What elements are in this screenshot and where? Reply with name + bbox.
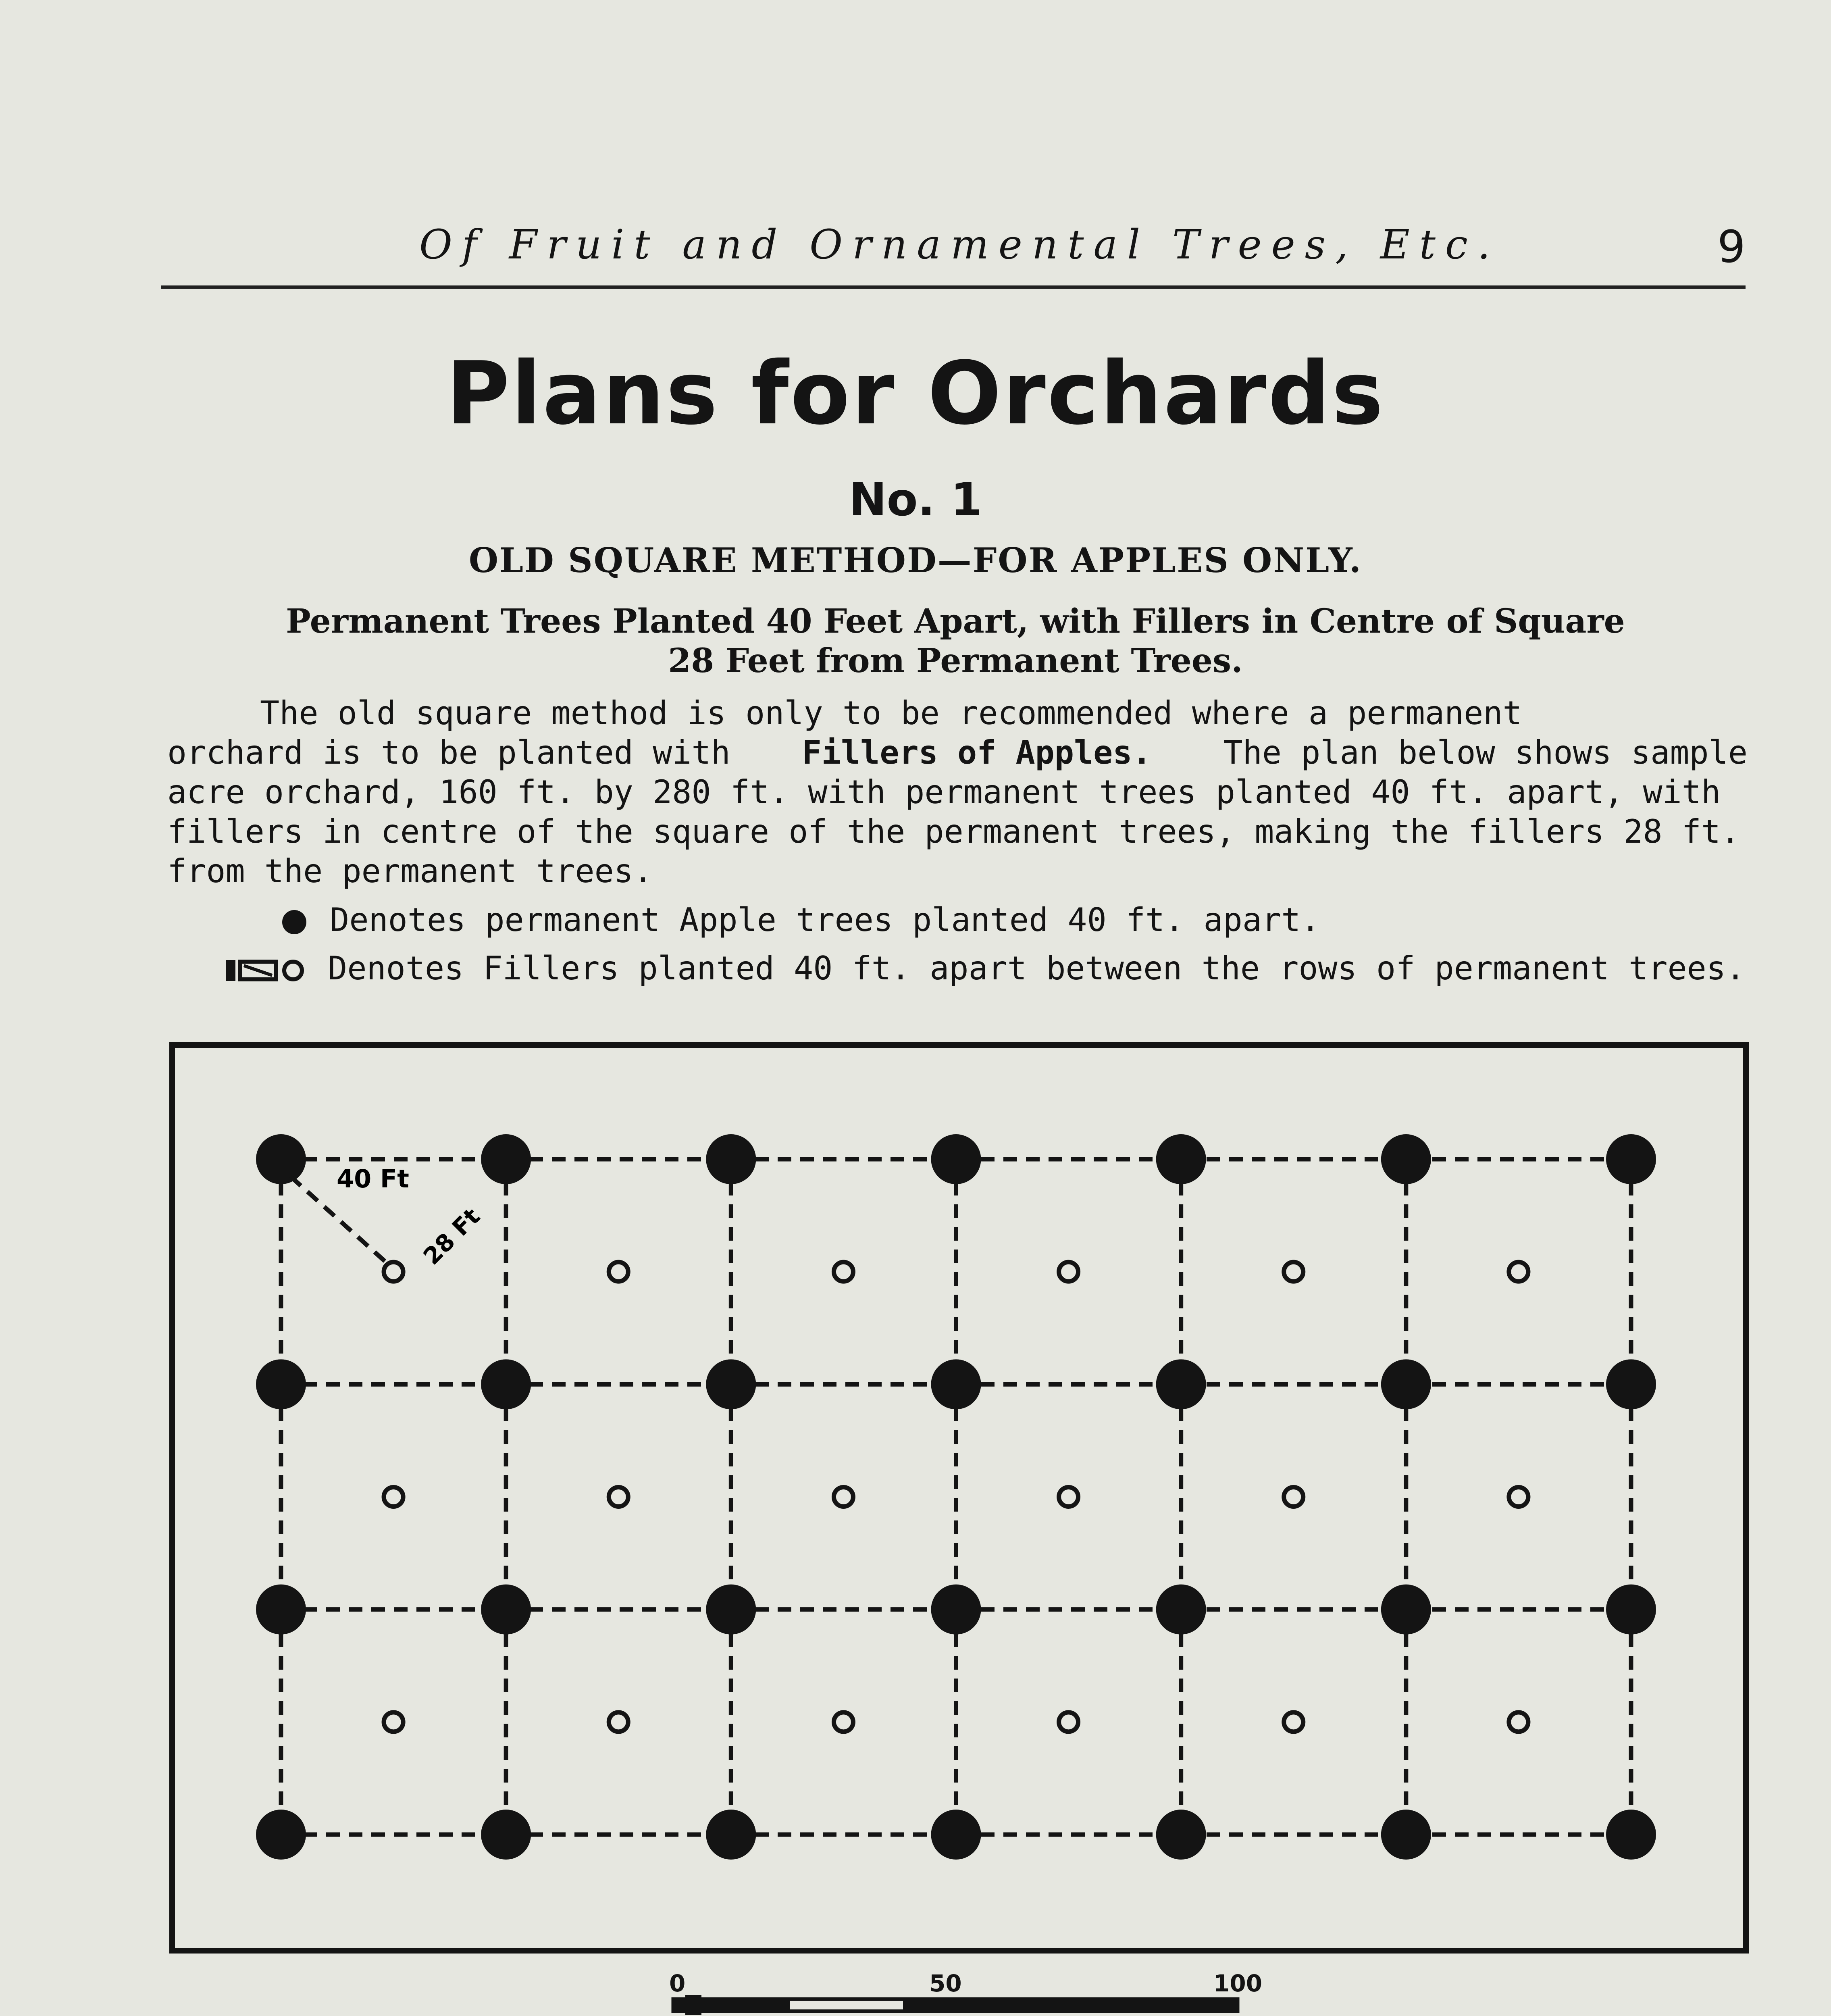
- filler-tree-circle: [1059, 1262, 1078, 1281]
- filler-tree-circle: [834, 1712, 853, 1732]
- permanent-tree-dot: [481, 1810, 531, 1860]
- section-1-number: No. 1: [849, 474, 982, 526]
- filler-tree-circle: [1284, 1712, 1303, 1732]
- permanent-tree-dot: [1606, 1134, 1656, 1184]
- scale-bar: [673, 1995, 1238, 2015]
- permanent-tree-dot: [256, 1359, 306, 1409]
- filler-tree-circle: [1059, 1712, 1078, 1732]
- filler-tree-circle: [609, 1712, 628, 1732]
- permanent-tree-dot: [1381, 1810, 1431, 1860]
- filler-tree-circle: [1284, 1262, 1303, 1281]
- permanent-tree-dot: [706, 1359, 756, 1409]
- permanent-tree-dot: [1156, 1359, 1206, 1409]
- filler-tree-circle: [609, 1262, 628, 1281]
- permanent-tree-dot: [481, 1134, 531, 1184]
- permanent-tree-dot: [256, 1134, 306, 1184]
- filler-tree-circle: [1284, 1487, 1303, 1507]
- section-1-subtitle: OLD SQUARE METHOD—FOR APPLES ONLY.: [468, 540, 1363, 580]
- label-28ft: 28 Ft: [418, 1202, 485, 1270]
- permanent-tree-dot: [931, 1585, 981, 1635]
- permanent-tree-dot: [1381, 1134, 1431, 1184]
- permanent-tree-dot: [931, 1134, 981, 1184]
- scale-tick-0: 0: [669, 1970, 686, 1997]
- permanent-tree-dot: [1381, 1585, 1431, 1635]
- permanent-tree-dot: [1381, 1359, 1431, 1409]
- filler-tree-circle: [834, 1262, 853, 1281]
- legend-permanent-text: Denotes permanent Apple trees planted 40 ft. apart.: [330, 901, 1320, 939]
- filler-tree-circle: [834, 1487, 853, 1507]
- permanent-tree-dot: [1606, 1810, 1656, 1860]
- page-title: Plans for Orchards: [446, 343, 1385, 444]
- running-head: Of Fruit and Ornamental Trees, Etc.: [419, 221, 1500, 268]
- filler-tree-circle: [1509, 1712, 1528, 1732]
- permanent-tree-dot: [256, 1810, 306, 1860]
- permanent-tree-dot: [1156, 1810, 1206, 1860]
- filler-tree-circle: [609, 1487, 628, 1507]
- permanent-tree-dot: [481, 1585, 531, 1635]
- filler-tree-circle: [384, 1262, 403, 1281]
- permanent-tree-dot: [931, 1359, 981, 1409]
- permanent-tree-dot: [1606, 1359, 1656, 1409]
- permanent-tree-dot: [706, 1810, 756, 1860]
- text-run: fillers in centre of the square of the permanent trees, making the fillers 28 ft.: [167, 813, 1740, 850]
- label-40ft: 40 Ft: [337, 1164, 409, 1193]
- planting-grid-lines: [281, 1159, 1631, 1835]
- text-run: The old square method is only to be recommended where a permanent: [260, 694, 1522, 732]
- permanent-tree-dot: [1156, 1585, 1206, 1635]
- filler-tree-circle: [1509, 1487, 1528, 1507]
- permanent-tree-dot: [706, 1134, 756, 1184]
- permanent-tree-dot: [1156, 1134, 1206, 1184]
- filler-tree-circle: [1059, 1487, 1078, 1507]
- para-line: from the permanent trees.: [167, 852, 653, 890]
- filler-tree-circle: [1509, 1262, 1528, 1281]
- permanent-tree-dot: [931, 1810, 981, 1860]
- permanent-tree-dot: [481, 1359, 531, 1409]
- filler-tree-circle: [384, 1712, 403, 1732]
- permanent-tree-dot: [1606, 1585, 1656, 1635]
- text-run: acre orchard, 160 ft. by 280 ft. with permanent trees planted 40 ft. apart, with: [167, 773, 1721, 811]
- bold-heading-line-2: 28 Feet from Permanent Trees.: [668, 641, 1243, 680]
- filler-tree-circle: [384, 1487, 403, 1507]
- page-number: 9: [1717, 221, 1746, 273]
- bold-heading-line-1: Permanent Trees Planted 40 Feet Apart, with Fillers in Centre of Square: [286, 602, 1625, 641]
- legend-fillers-text: Denotes Fillers planted 40 ft. apart between the rows of permanent trees.: [328, 950, 1746, 987]
- scale-tick-100: 100: [1213, 1970, 1263, 1997]
- fillers-of-apples-emphasis: Fillers of Apples.: [802, 734, 1152, 771]
- permanent-tree-dot: [706, 1585, 756, 1635]
- permanent-tree-dot: [256, 1585, 306, 1635]
- scale-tick-50: 50: [929, 1970, 962, 1997]
- text-run: orchard is to be planted with: [167, 734, 730, 771]
- text-run: The plan below shows sample: [1223, 734, 1748, 771]
